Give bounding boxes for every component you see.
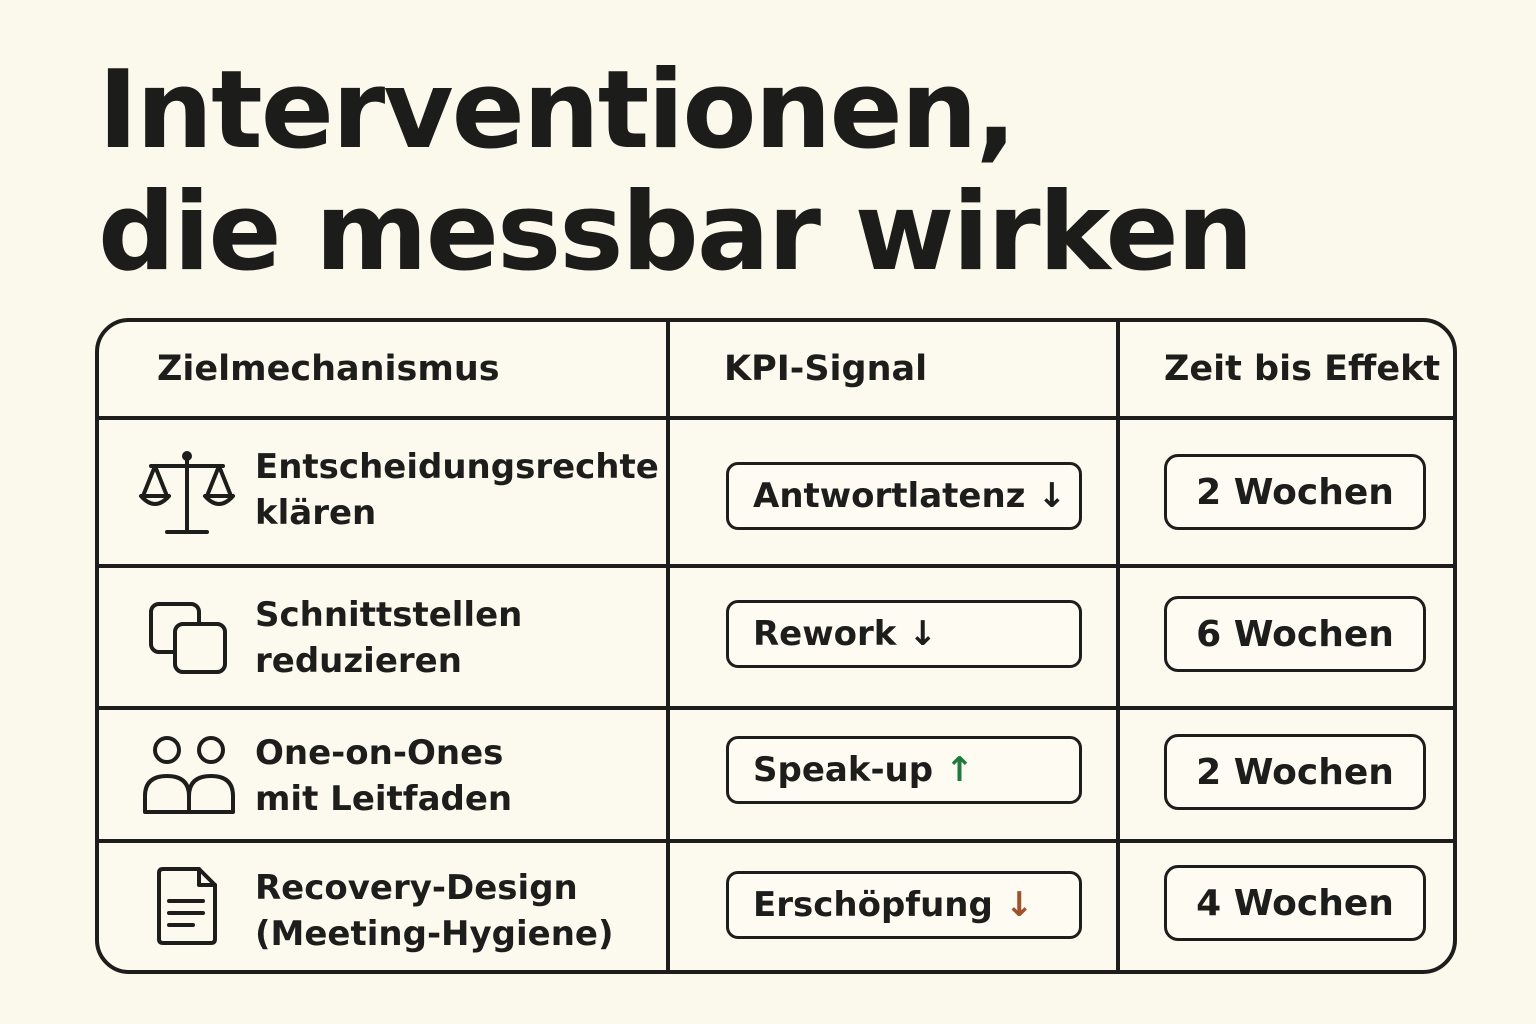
- arrow-up-icon: ↑: [945, 750, 974, 790]
- mechanism-line-1: Recovery-Design: [255, 868, 578, 908]
- mechanism-line-1: One-on-Ones: [255, 733, 504, 773]
- header-kpi: KPI-Signal: [724, 349, 928, 389]
- mechanism-line-1: Schnittstellen: [255, 595, 523, 635]
- scales-icon: [137, 444, 237, 544]
- table-row: [99, 843, 666, 974]
- table-row: [99, 710, 666, 839]
- mechanism-text: [255, 730, 512, 822]
- mechanism-text: [255, 444, 659, 536]
- kpi-cell: [670, 420, 1116, 564]
- time-badge: 6 Wochen: [1164, 596, 1426, 672]
- document-icon: [153, 863, 223, 949]
- table-row: [99, 568, 666, 706]
- time-badge: 4 Wochen: [1164, 865, 1426, 941]
- kpi-badge-antwortlatenz: [726, 462, 1082, 530]
- header-mechanism: Zielmechanismus: [157, 349, 500, 389]
- people-icon: [141, 734, 237, 818]
- mechanism-line-1: Entscheidungsrechte: [255, 447, 659, 487]
- kpi-badge-speak-up: [726, 736, 1082, 804]
- interventions-table: [95, 318, 1457, 974]
- header-cell-mechanism: [99, 322, 666, 416]
- kpi-badge-rework: [726, 600, 1082, 668]
- page-title-line-2: die messbar wirken: [98, 170, 1252, 295]
- time-cell: [1120, 710, 1457, 839]
- time-badge: 2 Wochen: [1164, 734, 1426, 810]
- time-cell: [1120, 568, 1457, 706]
- header-cell-kpi: [670, 322, 1116, 416]
- kpi-label: Erschöpfung: [753, 885, 993, 925]
- overlapping-squares-icon: [145, 594, 235, 684]
- kpi-label: Speak-up: [753, 750, 934, 790]
- time-cell: [1120, 843, 1457, 974]
- arrow-down-icon: ↓: [1004, 885, 1034, 925]
- mechanism-line-2: klären: [255, 493, 377, 533]
- mechanism-line-2: mit Leitfaden: [255, 779, 513, 819]
- time-badge: 2 Wochen: [1164, 454, 1426, 530]
- kpi-cell: [670, 843, 1116, 974]
- mechanism-text: [255, 592, 522, 684]
- time-cell: [1120, 420, 1457, 564]
- table-row: [99, 420, 666, 564]
- kpi-badge-erschoepfung: [726, 871, 1082, 939]
- mechanism-line-2: (Meeting-Hygiene): [255, 914, 614, 954]
- kpi-cell: [670, 568, 1116, 706]
- header-time: Zeit bis Effekt: [1164, 349, 1441, 389]
- page-title: [98, 50, 1252, 294]
- kpi-label: Antwortlatenz: [753, 476, 1026, 516]
- kpi-cell: [670, 710, 1116, 839]
- mechanism-line-2: reduzieren: [255, 641, 462, 681]
- mechanism-text: [255, 865, 614, 957]
- arrow-down-icon: ↓: [1037, 476, 1066, 516]
- arrow-down-icon: ↓: [908, 614, 937, 654]
- page-title-line-1: Interventionen,: [98, 48, 1015, 173]
- header-cell-time: [1120, 322, 1457, 416]
- kpi-label: Rework: [753, 614, 897, 654]
